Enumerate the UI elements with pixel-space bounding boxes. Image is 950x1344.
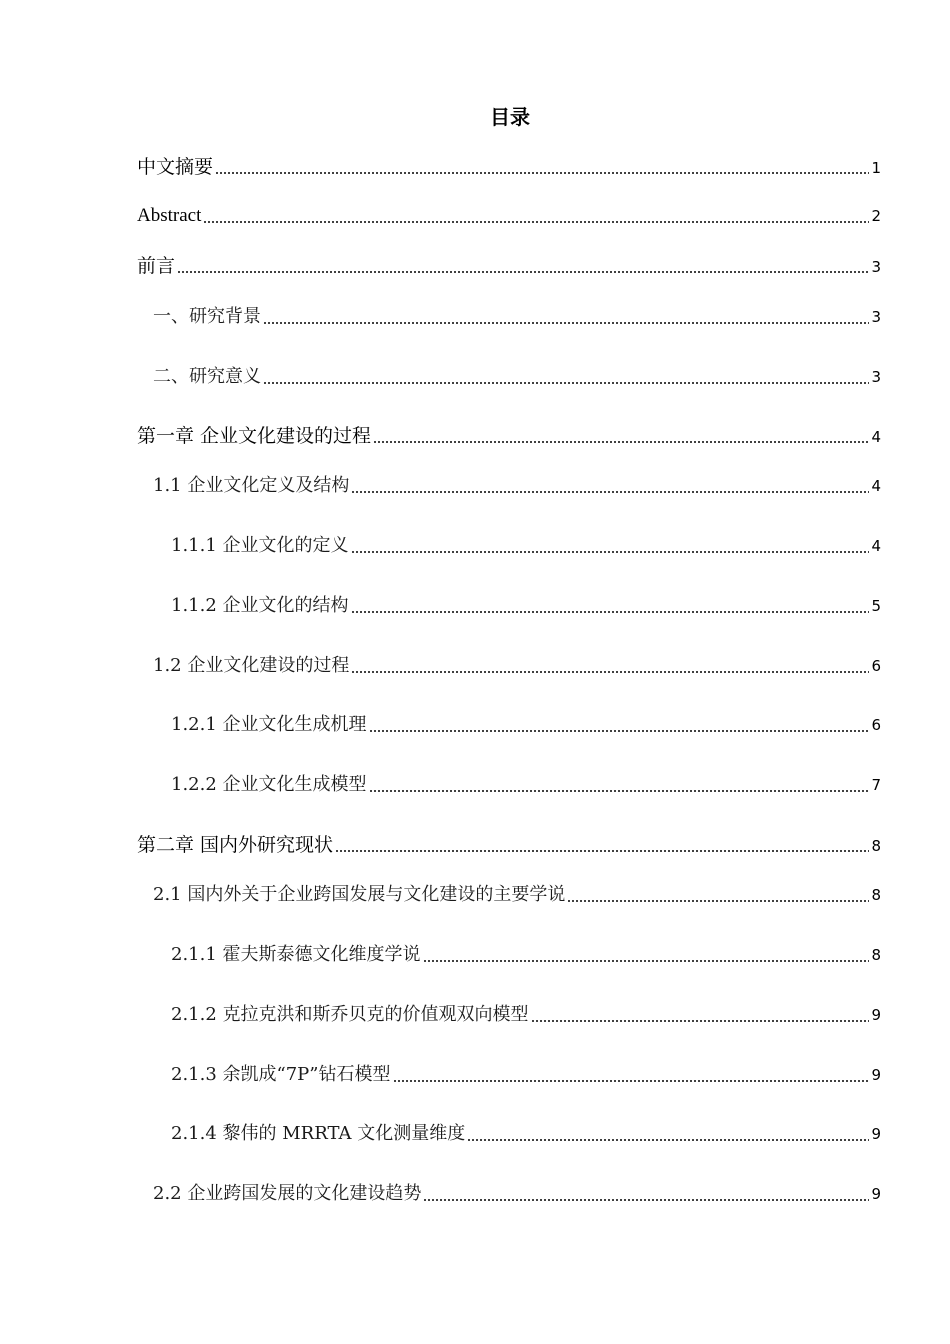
- dot-leader: [369, 730, 870, 732]
- dot-leader: [351, 491, 869, 493]
- toc-entry-label: 2.1.1 霍夫斯泰德文化维度学说: [171, 944, 421, 965]
- toc-page-number: 7: [871, 776, 881, 794]
- toc-entry-2-1-2[interactable]: [171, 1002, 881, 1028]
- toc-entry-2-1[interactable]: [153, 882, 881, 908]
- dot-leader: [351, 671, 869, 673]
- dot-leader: [369, 790, 870, 792]
- toc-page-number: 8: [871, 946, 881, 964]
- toc-page-number: 4: [871, 428, 881, 446]
- dot-leader: [263, 322, 869, 324]
- toc-entry-label: 2.2 企业跨国发展的文化建设趋势: [153, 1183, 422, 1204]
- toc-entry-2-1-4[interactable]: [171, 1121, 881, 1147]
- toc-entry-2-1-1[interactable]: [171, 942, 881, 968]
- toc-entry-1-2[interactable]: [153, 653, 881, 679]
- toc-entry-label: 第二章 国内外研究现状: [137, 834, 334, 856]
- dot-leader: [423, 960, 870, 962]
- toc-entry-label: 第一章 企业文化建设的过程: [137, 425, 372, 447]
- toc-page-number: 6: [871, 716, 881, 734]
- toc-page-number: 8: [871, 886, 881, 904]
- toc-entry-label: 前言: [137, 255, 176, 277]
- dot-leader: [177, 271, 869, 273]
- toc-entry-1-2-1[interactable]: [171, 712, 881, 738]
- toc-page-number: 3: [871, 308, 881, 326]
- toc-page-number: 9: [871, 1066, 881, 1084]
- dot-leader: [531, 1020, 870, 1022]
- toc-entry-label: 1.1.2 企业文化的结构: [171, 595, 349, 616]
- toc-entry-label: 中文摘要: [137, 156, 214, 178]
- toc-page-number: 5: [871, 597, 881, 615]
- toc-page-number: 9: [871, 1125, 881, 1143]
- toc-entry-research-background[interactable]: [153, 304, 881, 330]
- toc-page-number: 4: [871, 537, 881, 555]
- toc-entry-1-1[interactable]: [153, 473, 881, 499]
- toc-entry-2-2[interactable]: [153, 1181, 881, 1207]
- dot-leader: [351, 611, 870, 613]
- toc-entry-label: 2.1.3 余凯成“7P”钻石模型: [171, 1064, 391, 1085]
- toc-entry-label: 1.1.1 企业文化的定义: [171, 535, 349, 556]
- dot-leader: [423, 1199, 869, 1201]
- toc-entry-label: 2.1.4 黎伟的 MRRTA 文化测量维度: [171, 1123, 466, 1144]
- dot-leader: [335, 850, 869, 852]
- toc-page-number: 2: [871, 207, 881, 225]
- toc-page-number: 1: [871, 159, 881, 177]
- dot-leader: [393, 1080, 870, 1082]
- toc-entry-chapter-2[interactable]: [137, 832, 881, 858]
- toc-entry-label: 一、研究背景: [153, 306, 261, 327]
- toc-entry-label: 二、研究意义: [153, 366, 261, 387]
- toc-entry-label: 1.2.1 企业文化生成机理: [171, 714, 367, 735]
- toc-entry-label: 1.1 企业文化定义及结构: [153, 475, 350, 496]
- dot-leader: [351, 551, 870, 553]
- toc-entry-chapter-1[interactable]: [137, 423, 881, 449]
- dot-leader: [467, 1139, 869, 1141]
- toc-entry-label: 2.1.2 克拉克洪和斯乔贝克的价值观双向模型: [171, 1004, 529, 1025]
- toc-entry-1-1-2[interactable]: [171, 593, 881, 619]
- toc-page-number: 6: [871, 657, 881, 675]
- dot-leader: [203, 221, 869, 223]
- toc-entry-2-1-3[interactable]: [171, 1062, 881, 1088]
- dot-leader: [215, 172, 869, 174]
- toc-entry-abstract-cn[interactable]: [137, 154, 881, 180]
- toc-entry-research-significance[interactable]: [153, 364, 881, 390]
- dot-leader: [263, 382, 869, 384]
- toc-entry-abstract-en[interactable]: [137, 203, 881, 229]
- toc-page-number: 3: [871, 258, 881, 276]
- toc-page-number: 4: [871, 477, 881, 495]
- dot-leader: [567, 900, 869, 902]
- toc-entry-1-2-2[interactable]: [171, 772, 881, 798]
- toc-entry-label: 1.2 企业文化建设的过程: [153, 655, 350, 676]
- dot-leader: [373, 441, 869, 443]
- toc-page-number: 9: [871, 1006, 881, 1024]
- toc-page-number: 8: [871, 837, 881, 855]
- toc-title: 目录: [490, 105, 530, 129]
- toc-entry-label: 2.1 国内外关于企业跨国发展与文化建设的主要学说: [153, 884, 566, 905]
- toc-entry-preface[interactable]: [137, 253, 881, 279]
- toc-page-number: 9: [871, 1185, 881, 1203]
- toc-entry-1-1-1[interactable]: [171, 533, 881, 559]
- toc-entry-label: Abstract: [137, 205, 202, 226]
- toc-entry-label: 1.2.2 企业文化生成模型: [171, 774, 367, 795]
- toc-page-number: 3: [871, 368, 881, 386]
